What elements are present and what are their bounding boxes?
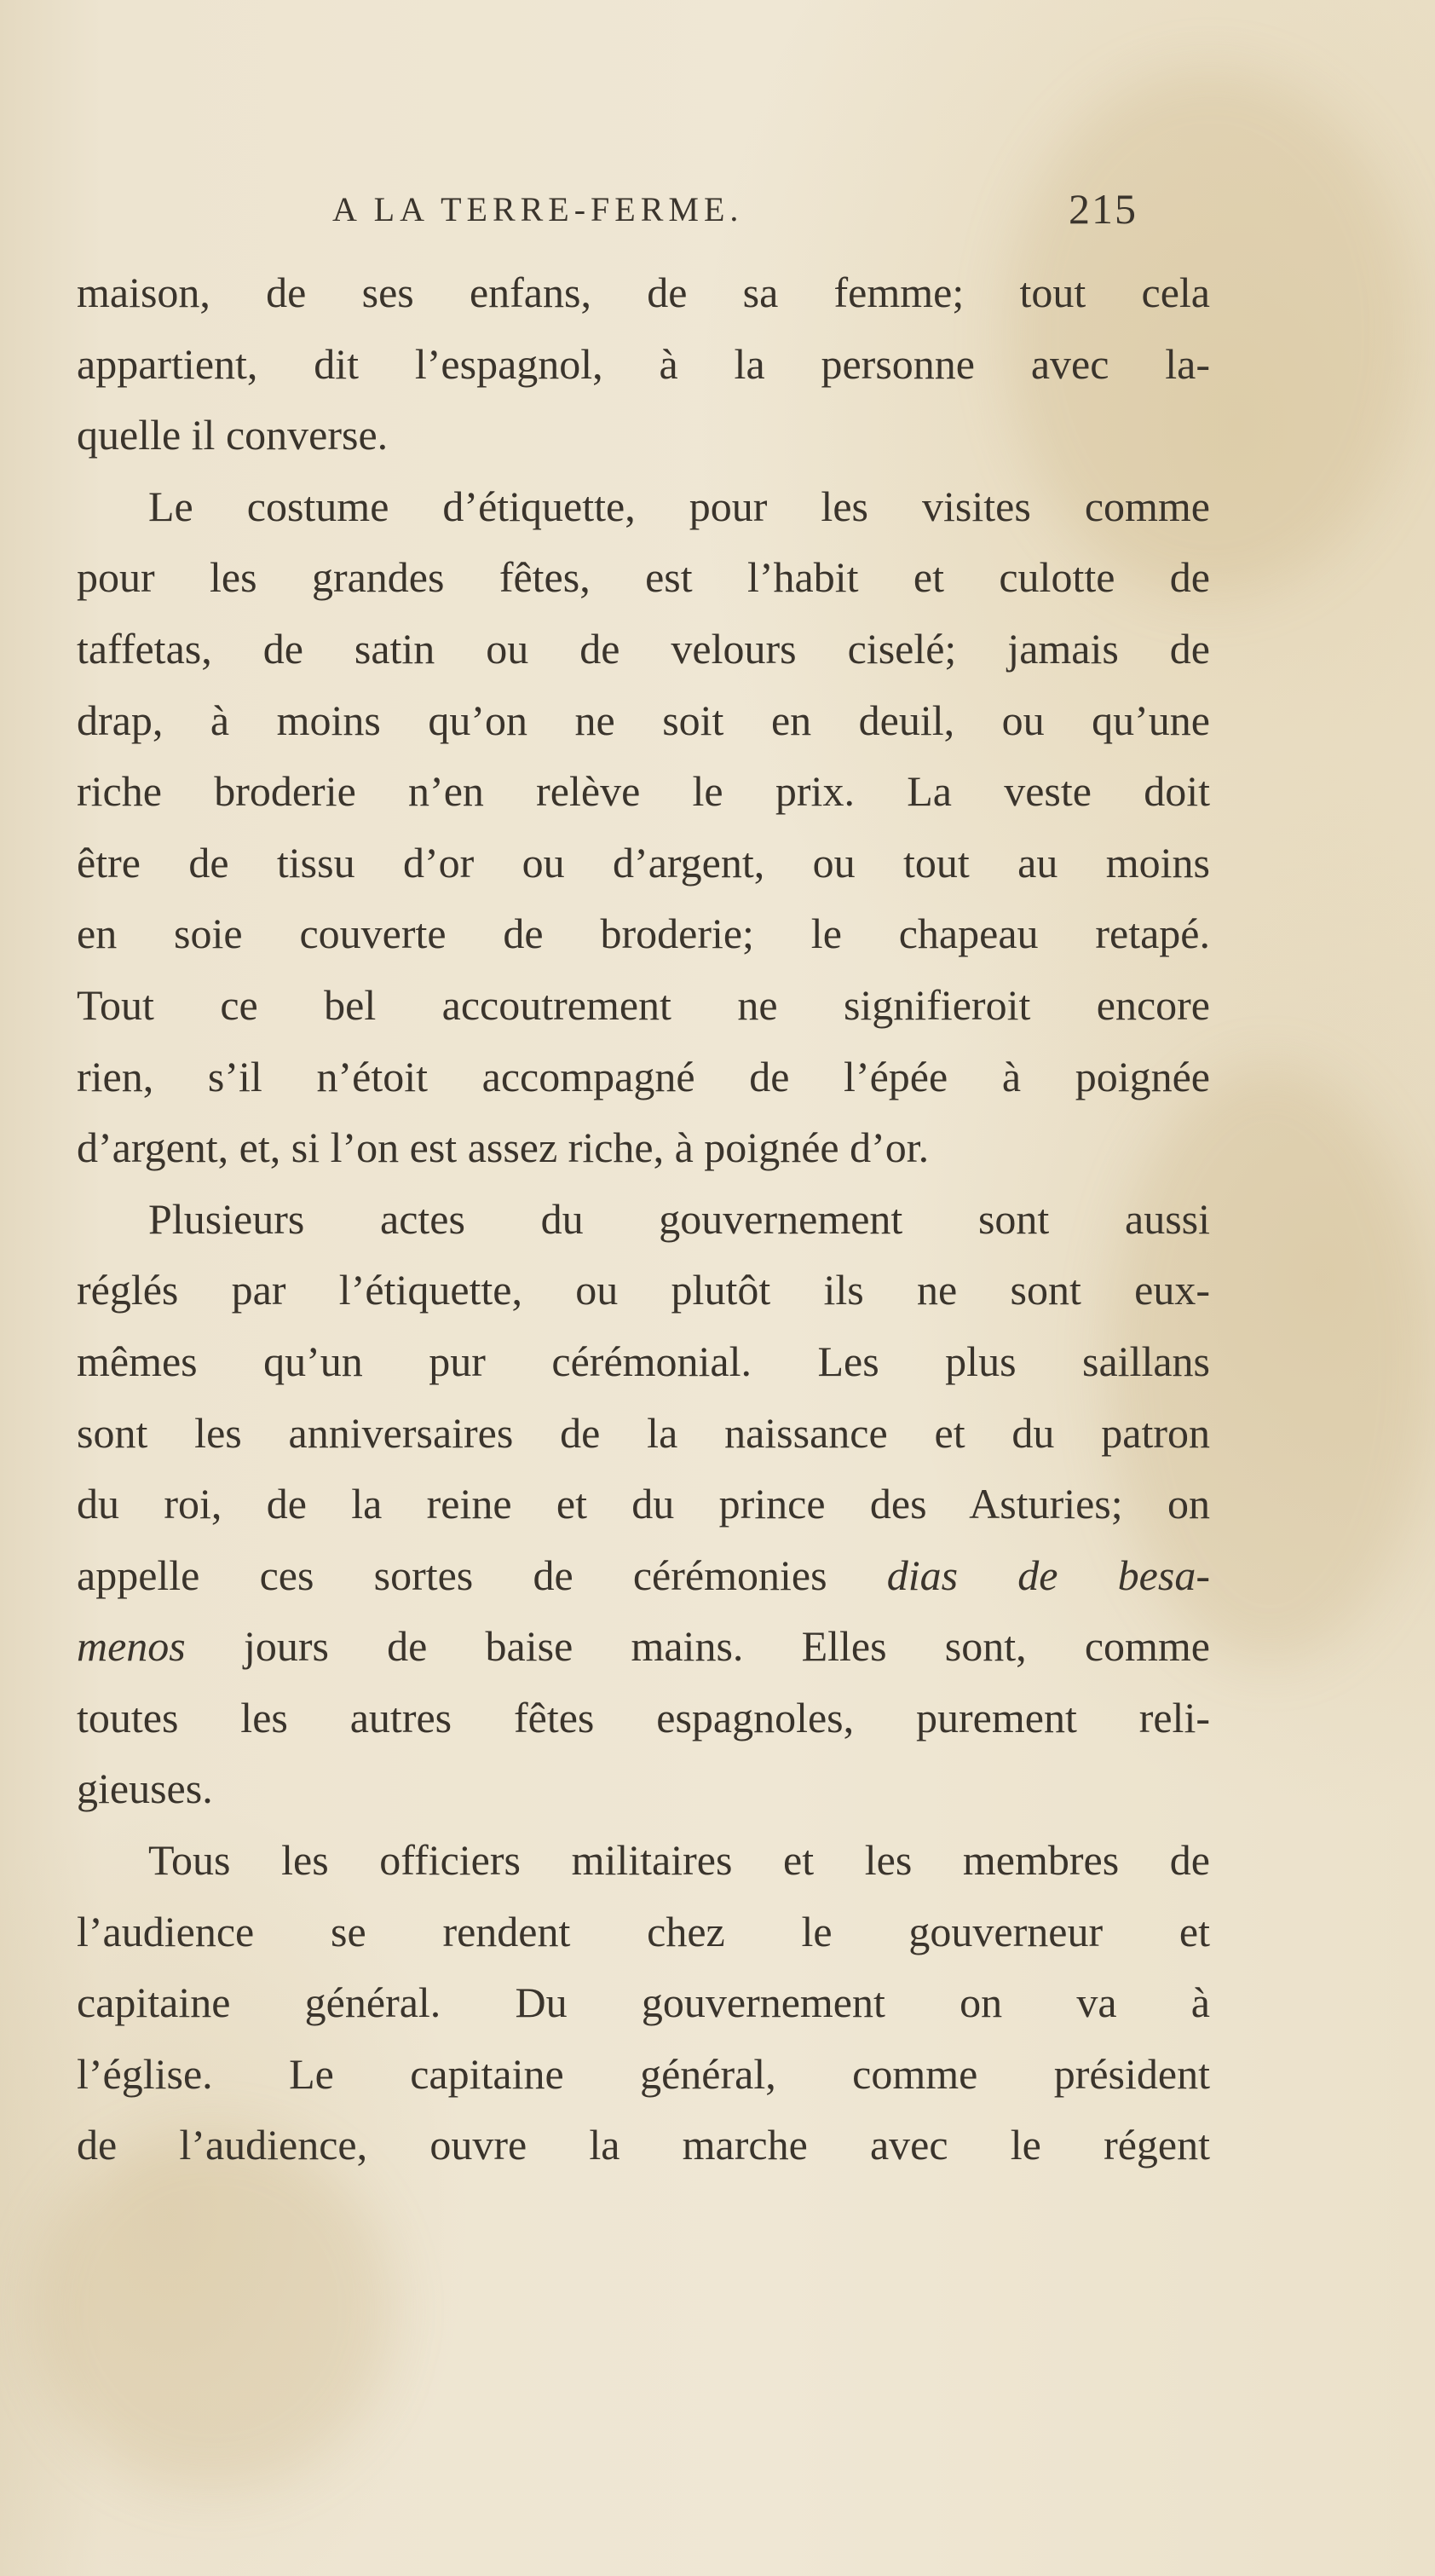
text-segment: jours de baise mains. Elles sont, comme [185, 1622, 1210, 1671]
text-line: mêmes qu’un pur cérémonial. Les plus saillans [77, 1337, 1210, 1385]
text-line: sont les anniversaires de la naissance et du patron [77, 1408, 1210, 1457]
italic-term: dias de besa- [886, 1551, 1210, 1599]
page-number: 215 [1069, 185, 1138, 233]
text-line: en soie couverte de broderie; le chapeau retapé. [77, 910, 1210, 958]
text-line: maison, de ses enfans, de sa femme; tout cela [77, 269, 1210, 316]
text-line: Plusieurs actes du gouvernement sont aussi [148, 1194, 1210, 1243]
text-line: drap, à moins qu’on ne soit en deuil, ou qu’une [77, 696, 1210, 744]
text-line: du roi, de la reine et du prince des Asturies; on [77, 1480, 1210, 1528]
text-line: pour les grandes fêtes, est l’habit et culotte de [77, 553, 1210, 602]
text-segment: appelle ces sortes de cérémonies [77, 1551, 887, 1599]
text-line: riche broderie n’en relève le prix. La veste doit [77, 767, 1210, 816]
text-line: toutes les autres fêtes espagnoles, purement reli- [77, 1693, 1210, 1741]
text-line: rien, s’il n’étoit accompagné de l’épée à poignée [77, 1052, 1210, 1100]
italic-term: menos [77, 1622, 186, 1671]
text-line: Le costume d’étiquette, pour les visites comme [148, 482, 1210, 530]
text-line: quelle il converse. [77, 411, 389, 459]
text-line: gieuses. [77, 1765, 213, 1813]
paper-stain [34, 2131, 392, 2489]
text-line [77, 1611, 1210, 1683]
text-line: réglés par l’étiquette, ou plutôt ils ne sont eux- [77, 1266, 1210, 1314]
text-line: de l’audience, ouvre la marche avec le régent [77, 2121, 1210, 2169]
text-line: taffetas, de satin ou de velours ciselé; jamais de [77, 624, 1210, 673]
text-line: être de tissu d’or ou d’argent, ou tout au moins [77, 838, 1210, 887]
body-text [77, 257, 1210, 2181]
text-line: l’église. Le capitaine général, comme président [77, 2049, 1210, 2098]
text-line: d’argent, et, si l’on est assez riche, à poignée d’or. [77, 1123, 930, 1172]
text-line [77, 1540, 1210, 1612]
page-header [0, 185, 1435, 249]
text-line: Tous les officiers militaires et les membres de [148, 1836, 1210, 1885]
text-line: l’audience se rendent chez le gouverneur et [77, 1907, 1210, 1955]
text-line: capitaine général. Du gouvernement on va à [77, 1978, 1210, 2027]
running-head: A LA TERRE-FERME. [332, 190, 744, 228]
text-line: appartient, dit l’espagnol, à la personne avec la- [77, 339, 1210, 388]
text-line: Tout ce bel accoutrement ne signifieroit encore [77, 980, 1210, 1029]
